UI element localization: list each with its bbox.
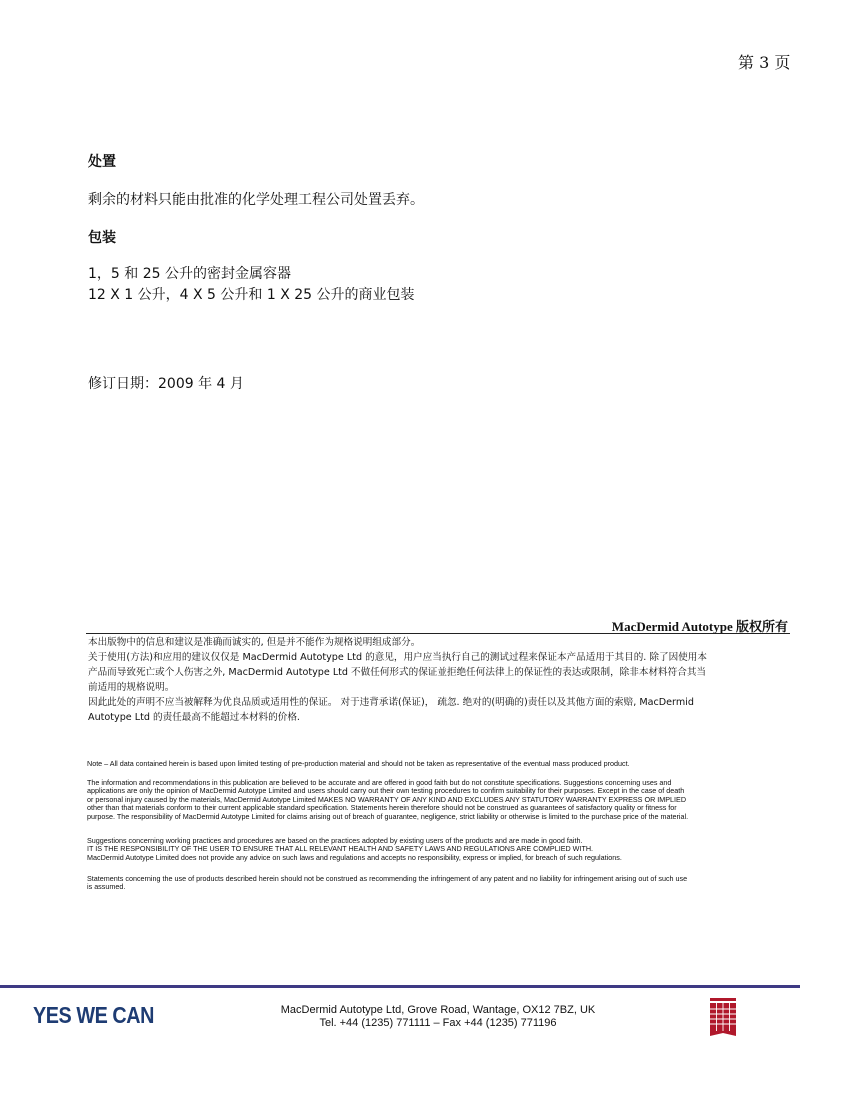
disclaimer-line: 前适用的规格说明。 bbox=[88, 682, 175, 693]
packaging-line-2: 12 X 1 公升，4 X 5 公升和 1 X 25 公升的商业包装 bbox=[88, 287, 415, 303]
info-line: applications are only the opinion of MacDermid Autotype Limited and users should carry out their own testing procedures to confirm suitability for their purposes. Except in the case of death bbox=[87, 786, 685, 796]
practices-line: IT IS THE RESPONSIBILITY OF THE USER TO ENSURE THAT ALL RELEVANT HEALTH AND SAFETY LAWS AND REGULATIONS ARE COMPLIED WITH. bbox=[87, 844, 594, 854]
english-note: Note – All data contained herein is based upon limited testing of pre-production material and should not be taken as representative of the eventual mass produced product. bbox=[87, 759, 630, 768]
disclaimer-line: Autotype Ltd 的责任最高不能超过本材料的价格. bbox=[88, 712, 300, 723]
english-practices-paragraph bbox=[87, 837, 791, 862]
disclaimer-line: 关于使用(方法)和应用的建议仅仅是 MacDermid Autotype Ltd 的意见，用户应当执行自己的测试过程来保证本产品适用于其目的. 除了因使用本 bbox=[88, 652, 707, 663]
patent-line: is assumed. bbox=[87, 882, 126, 892]
english-info-paragraph bbox=[87, 779, 791, 821]
revision-date: 修订日期：2009 年 4 月 bbox=[88, 376, 244, 392]
company-logo-icon bbox=[709, 998, 737, 1036]
patent-line: Statements concerning the use of products described herein should not be construed as recommending the infringement of any patent and no liability for infringement arising out of such use bbox=[87, 874, 688, 883]
contact-line: Tel. +44 (1235) 771111 – Fax +44 (1235) 771196 bbox=[319, 1017, 557, 1029]
info-line: purpose. The responsibility of MacDermid Autotype Limited for claims arising out of breach of guarantee, negligence, strict liability or otherwise is limited to the purchase price of the material. bbox=[87, 811, 689, 821]
slogan-logo: YES WE CAN bbox=[33, 1002, 154, 1028]
disposal-text: 剩余的材料只能由批准的化学处理工程公司处置丢弃。 bbox=[88, 192, 424, 208]
info-line: other than that materials conform to their current applicable standard specification. Statements herein therefore should not be construed as guarantees of satisfactory quality or fitness for bbox=[87, 803, 677, 813]
info-line: or personal injury caused by the materials, MacDermid Autotype Limited MAKES NO WARRANTY OF ANY KIND AND EXCLUDES ANY STATUTORY WARRANTY EXPRESS OR IMPLIED bbox=[87, 794, 687, 804]
disclaimer-line: 产品而导致死亡或个人伤害之外, MacDermid Autotype Ltd 不做任何形式的保证並拒绝任何法律上的保证性的表达或限制，除非本材料符合其当 bbox=[88, 667, 707, 678]
footer-rule bbox=[0, 985, 800, 988]
disclaimer-line: 本出版物中的信息和建议是准确而诚实的, 但是并不能作为规格说明组成部分。 bbox=[88, 637, 421, 648]
disposal-heading: 处置 bbox=[88, 154, 116, 170]
packaging-heading: 包装 bbox=[88, 230, 116, 246]
page-number: 第 3 页 bbox=[738, 53, 791, 72]
practices-line: Suggestions concerning working practices and procedures are based on the practices adopted by existing users of the products and are made in good faith. bbox=[87, 836, 583, 845]
info-line: The information and recommendations in this publication are believed to be accurate and are offered in good faith but do not constitute specifications. Suggestions concerning uses and bbox=[87, 778, 672, 787]
address-line: MacDermid Autotype Ltd, Grove Road, Wantage, OX12 7BZ, UK bbox=[280, 1004, 596, 1016]
english-patent-paragraph bbox=[87, 875, 791, 892]
disclaimer-line: 因此此处的声明不应当被解释为优良品质或适用性的保证。 对于违背承诺(保证)， 疏忽. 绝对的(明确的)责任以及其他方面的索赔, MacDermid bbox=[88, 697, 694, 708]
company-address bbox=[278, 1004, 598, 1030]
copyright-notice: MacDermid Autotype 版权所有 bbox=[611, 619, 788, 634]
divider-rule bbox=[86, 633, 790, 634]
chinese-disclaimer bbox=[88, 635, 788, 725]
practices-line: MacDermid Autotype Limited does not provide any advice on such laws and regulations and accepts no responsibility, express or implied, for breach of such regulations. bbox=[87, 852, 622, 862]
packaging-line-1: 1，5 和 25 公升的密封金属容器 bbox=[88, 266, 291, 282]
